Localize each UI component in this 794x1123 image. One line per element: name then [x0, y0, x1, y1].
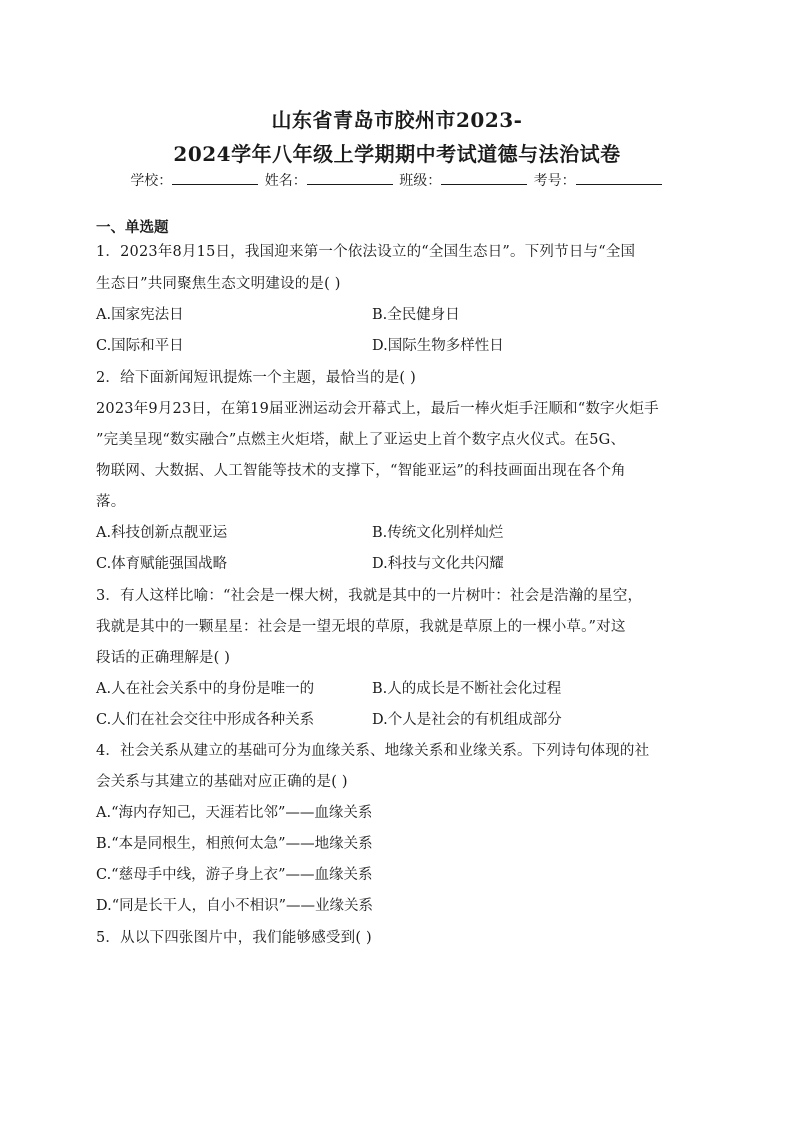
q4-option-d[interactable]: D.“同是长干人，自小不相识”——业缘关系: [96, 898, 374, 914]
name-label: 姓名：: [264, 173, 307, 189]
class-blank[interactable]: [441, 172, 527, 185]
q4-option-b[interactable]: B.“本是同根生，相煎何太急”——地缘关系: [96, 836, 373, 852]
q2-stem-line-5: 落。: [96, 494, 126, 510]
school-blank[interactable]: [172, 172, 258, 185]
q2-option-b[interactable]: B.传统文化别样灿烂: [372, 525, 504, 541]
q2-option-c[interactable]: C.体育赋能强国战略: [96, 556, 228, 572]
q3-option-b[interactable]: B.人的成长是不断社会化过程: [372, 681, 562, 697]
q3-stem-line-2: 我就是其中的一颗星星：社会是一望无垠的草原，我就是草原上的一棵小草。”对这: [96, 619, 626, 635]
q4-option-c[interactable]: C.“慈母手中线，游子身上衣”——血缘关系: [96, 867, 373, 883]
q1-option-a[interactable]: A.国家宪法日: [96, 307, 184, 323]
q2-stem-line-3: ”完美呈现“数实融合”点燃主火炬塔，献上了亚运史上首个数字点火仪式。在5G、: [96, 432, 626, 448]
q4-stem-line-1: 4．社会关系从建立的基础可分为血缘关系、地缘关系和业缘关系。下列诗句体现的社: [96, 743, 650, 759]
q3-option-a[interactable]: A.人在社会关系中的身份是唯一的: [96, 681, 315, 697]
q3-stem-line-3: 段话的正确理解是( ): [96, 650, 231, 666]
q1-option-b[interactable]: B.全民健身日: [372, 307, 460, 323]
section-title-single-choice: 一、单选题: [96, 219, 169, 236]
q3-stem-line-1: 3．有人这样比喻：“社会是一棵大树，我就是其中的一片树叶：社会是浩瀚的星空，: [96, 588, 643, 604]
number-blank[interactable]: [576, 172, 662, 185]
exam-title-line-2: 2024学年八年级上学期期中考试道德与法治试卷: [173, 142, 621, 166]
q4-option-a[interactable]: A.“海内存知己，天涯若比邻”——血缘关系: [96, 805, 373, 821]
exam-title-line-1: 山东省青岛市胶州市2023-: [271, 108, 523, 132]
q1-option-d[interactable]: D.国际生物多样性日: [372, 338, 504, 354]
q2-stem-line-2: 2023年9月23日，在第19届亚洲运动会开幕式上，最后一棒火炬手汪顺和“数字火炬手: [96, 401, 659, 417]
q2-option-d[interactable]: D.科技与文化共闪耀: [372, 556, 504, 572]
q2-stem-line-1: 2．给下面新闻短讯提炼一个主题，最恰当的是( ): [96, 370, 416, 386]
q1-stem-line-1: 1．2023年8月15日，我国迎来第一个依法设立的“全国生态日”。下列节日与“全国: [96, 244, 636, 260]
q2-stem-line-4: 物联网、大数据、人工智能等技术的支撑下，“智能亚运”的科技画面出现在各个角: [96, 463, 626, 479]
q4-stem-line-2: 会关系与其建立的基础对应正确的是( ): [96, 774, 348, 790]
school-label: 学校：: [130, 173, 173, 189]
q3-option-d[interactable]: D.个人是社会的有机组成部分: [372, 712, 562, 728]
q2-option-a[interactable]: A.科技创新点靓亚运: [96, 525, 228, 541]
q1-option-c[interactable]: C.国际和平日: [96, 338, 184, 354]
q1-stem-line-2: 生态日”共同聚焦生态文明建设的是( ): [96, 276, 341, 292]
student-info-row: [0, 170, 794, 190]
class-label: 班级：: [399, 173, 442, 189]
q3-option-c[interactable]: C.人们在社会交往中形成各种关系: [96, 712, 315, 728]
q5-stem-line-1: 5．从以下四张图片中，我们能够感受到( ): [96, 930, 372, 946]
name-blank[interactable]: [307, 172, 393, 185]
number-label: 考号：: [533, 173, 576, 189]
